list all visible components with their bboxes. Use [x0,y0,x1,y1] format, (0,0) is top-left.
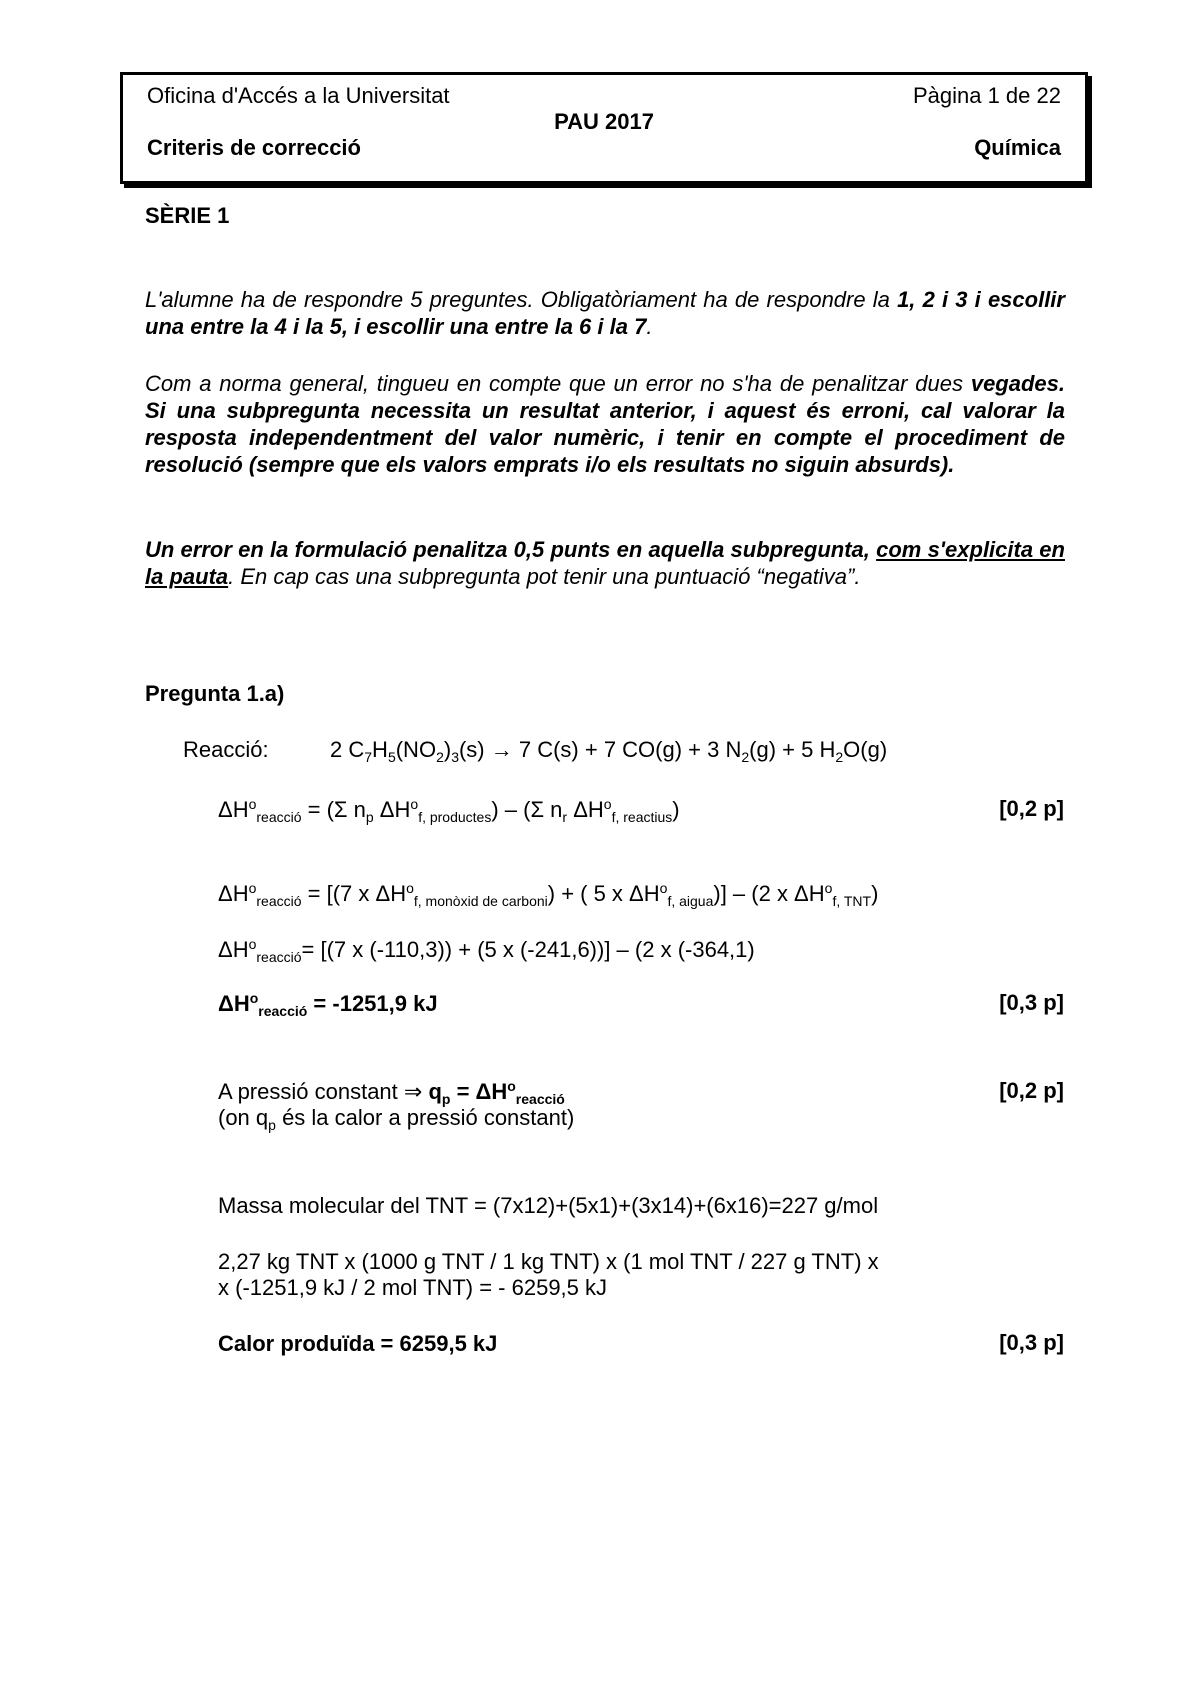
enthalpy-result: $\Delta H^o_{reacció} = -1251,9$ kJ [218,990,438,1019]
intro-paragraph-3: Un error en la formulació penalitza 0,5 punts en aquella subpregunta, com s'explicita en la pauta. En cap cas una subpregunta pot tenir una puntuació “negativa”. [145,537,1065,589]
points-4: [0,3 p] [999,1330,1064,1355]
enthalpy-formula: $\Delta H^o_{reacció} = (\Sigma$ $n_p$ $\Delta H^o_{f, productes}) - (\Sigma$ $n_r$ $\Delta H^o_{f, reactius}$) [218,796,680,825]
enthalpy-substitution: $\Delta H^o_{reacció} = [(7$ x $\Delta H^o_{f, monòxid de carboni}$) + ( 5 x $\Delta H^o_{f, aigua})] - (2$ x $\Delta H^o_{f, TNT}$) [218,880,879,909]
exam-title: PAU 2017 [554,109,654,134]
molar-mass: Massa molecular del TNT = (7x12)+(5x1)+(3x14)+(6x16)=227 g/mol [218,1193,879,1218]
enthalpy-values: $\Delta H^o_{reacció}= [(7$ x (-110,3)) + (5 x (-241,6))] – (2 x (-364,1) [218,936,755,965]
pressure-statement: A pressió constant ⇒ $q_p = \Delta H^o_{reacció}$ [218,1078,565,1107]
pressure-note: (on $q_p$ és la calor a pressió constant) [218,1105,575,1133]
calc-line-1: 2,27 kg TNT x (1000 g TNT / 1 kg TNT) x (1 mol TNT / 227 g TNT) x [218,1249,879,1274]
header-box [120,72,1088,184]
intro-paragraph-2: Com a norma general, tingueu en compte que un error no s'ha de penalitzar dues vegades. Si una subpregunta necessita un resultat anterior, i aquest és erroni, cal valorar la resposta independentment del valor numèric, i tenir en compte el procediment de resolució (sempre que els valors emprats i/o els resultats no siguin absurds). [145,371,1065,477]
office-name: Oficina d'Accés a la Universitat [147,83,450,108]
points-1: [0,2 p] [999,796,1064,821]
criteria-title: Criteris de correcció [147,135,361,160]
heat-result: Calor produïda = 6259,5 kJ [218,1331,498,1356]
intro-paragraph-1: L'alumne ha de respondre 5 preguntes. Obligatòriament ha de respondre la 1, 2 i 3 i escollir una entre la 4 i la 5, i escollir una entre la 6 i la 7. [145,287,1065,339]
question-title: Pregunta 1.a) [145,681,285,706]
serie-heading: SÈRIE 1 [145,203,230,228]
subject-title: Química [974,135,1061,160]
points-3: [0,2 p] [999,1078,1064,1103]
calc-line-2: x (-1251,9 kJ / 2 mol TNT) = - 6259,5 kJ [218,1275,608,1300]
reaction-equation: 2 $C_7H_5(NO_2)_3(s) \to 7$ C(s) + 7 CO(g) + 3 $N_2(g) + 5$ $H_2O(g)$ [330,737,888,765]
points-2: [0,3 p] [999,990,1064,1015]
page-number: Pàgina 1 de 22 [912,83,1061,108]
guideline-link: com s'explicita en la pauta [145,537,1065,589]
reaction-label: Reacció: [183,737,269,762]
